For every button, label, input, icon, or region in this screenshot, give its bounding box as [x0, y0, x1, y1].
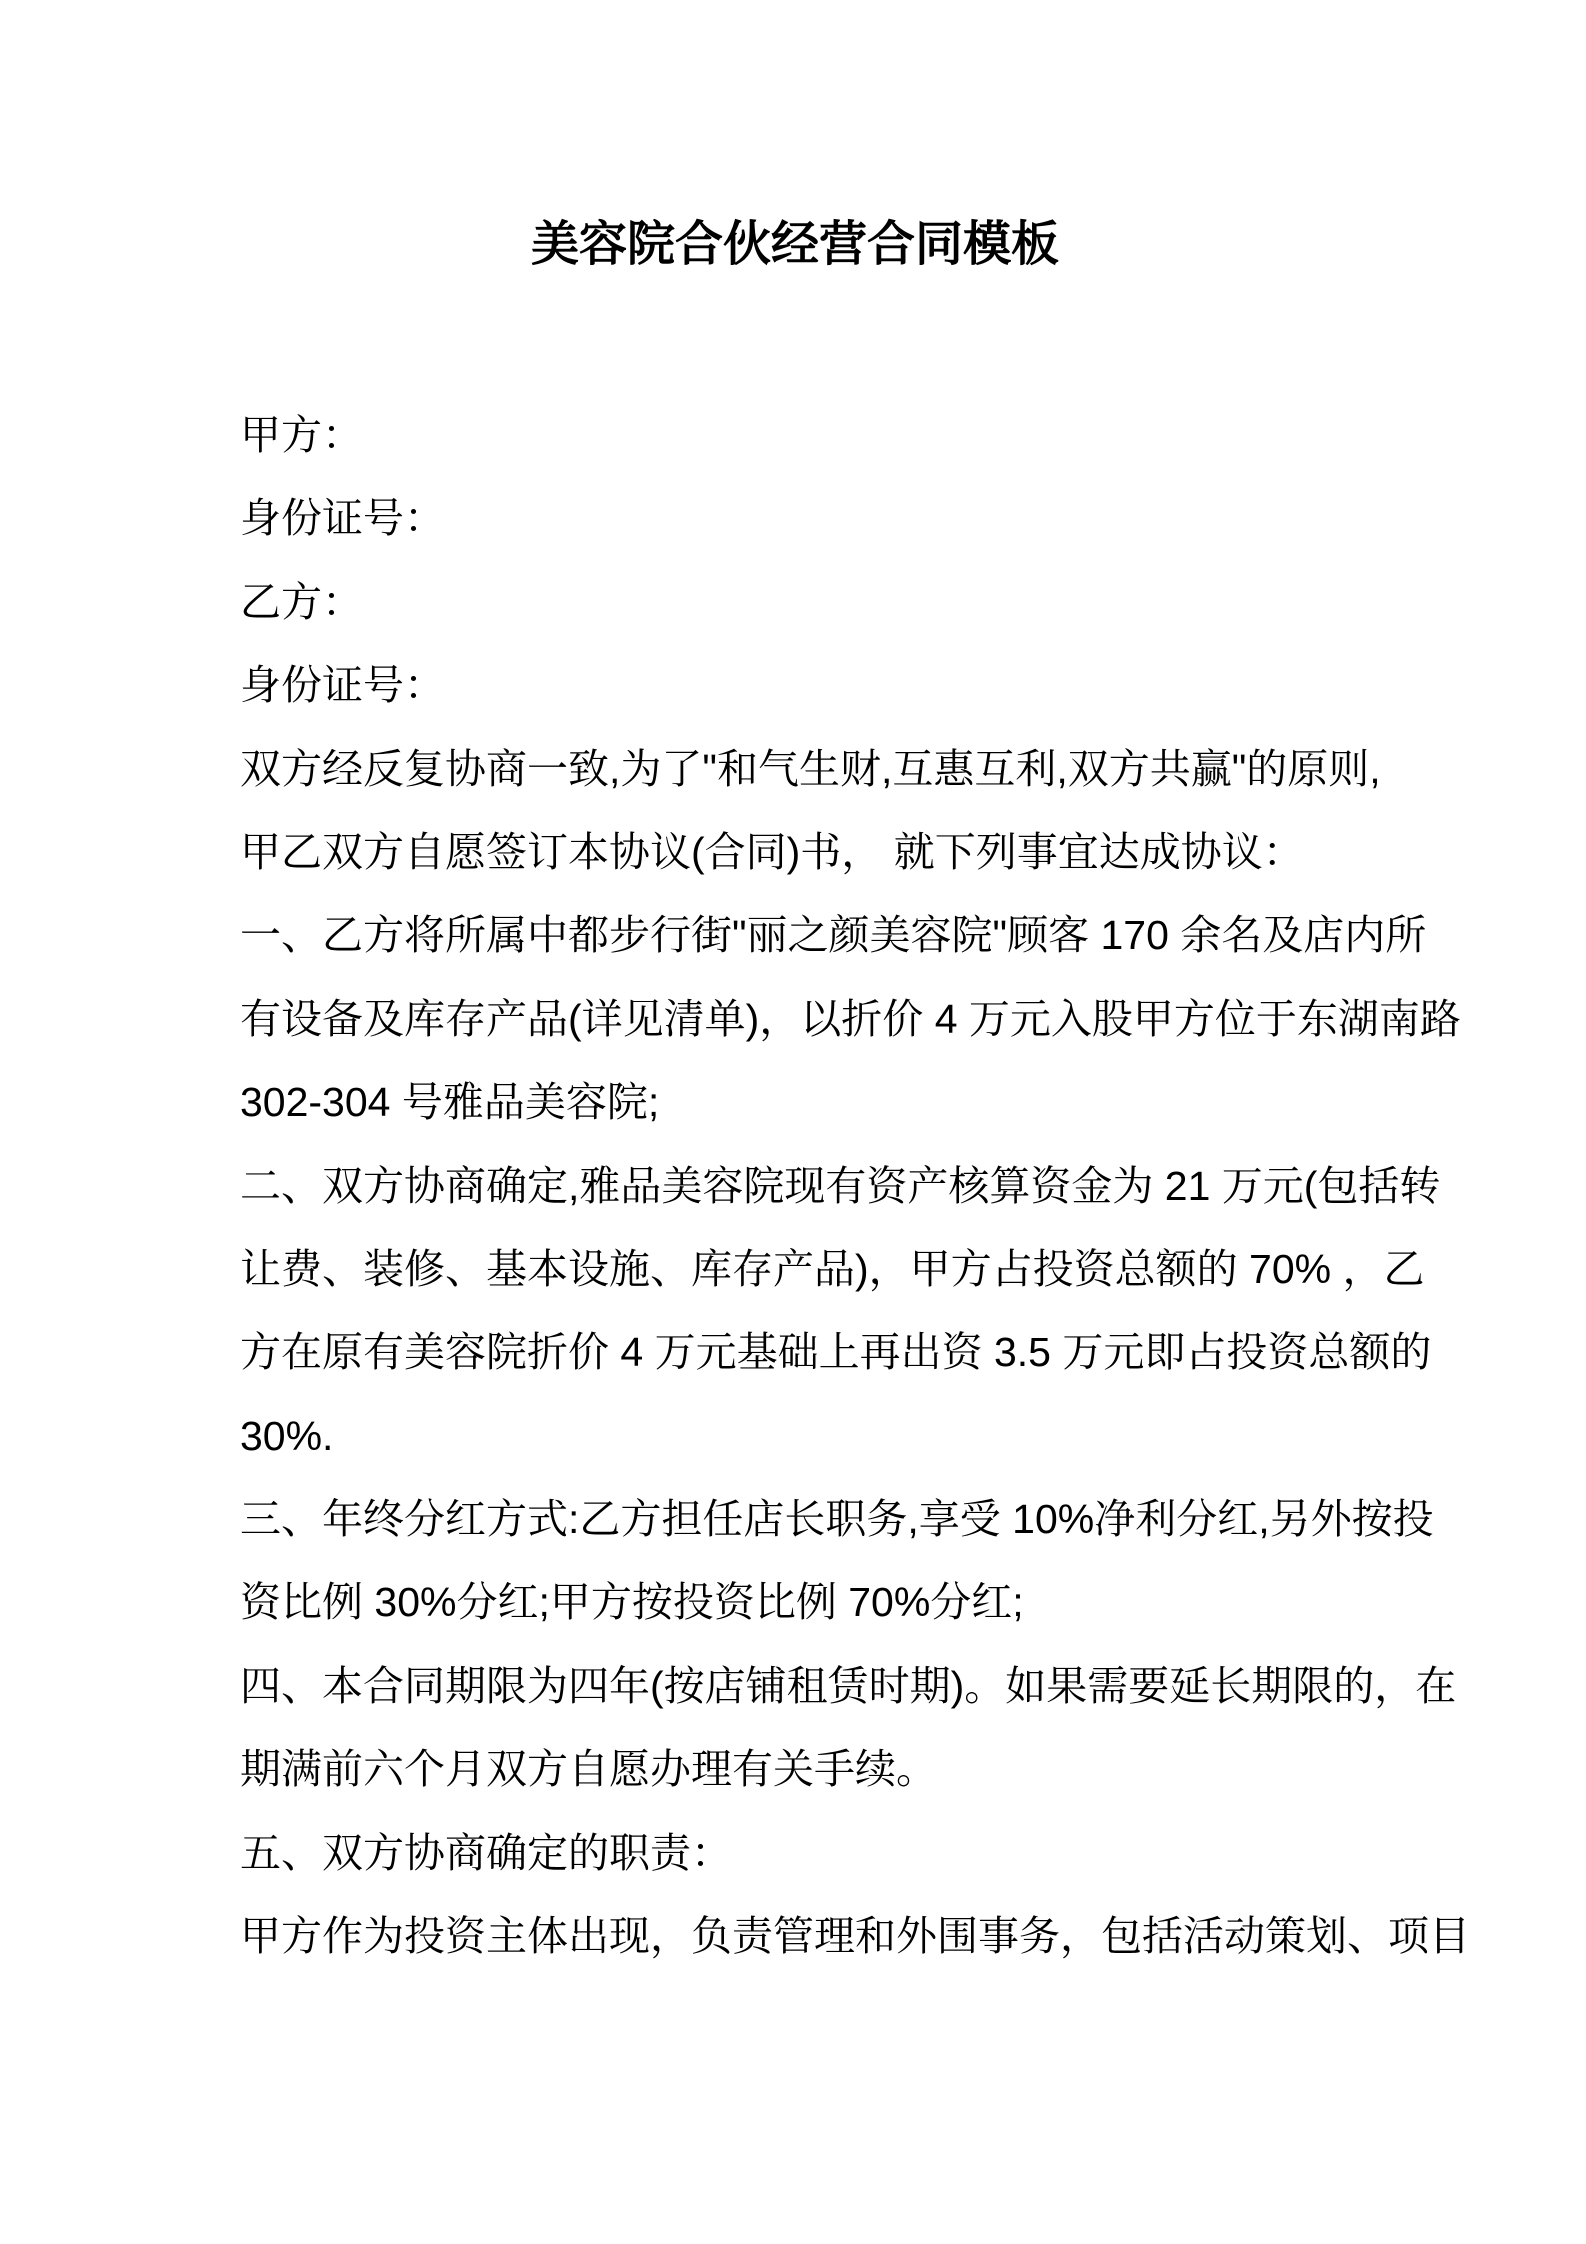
document-body — [240, 394, 1470, 1978]
text-line-preamble-1: 双方经反复协商一致,为了"和气生财,互惠互利,双方共赢"的原则, — [240, 745, 1381, 792]
text-line-clause-4b: 期满前六个月双方自愿办理有关手续。 — [240, 1746, 937, 1793]
text-line-clause-1b: 有设备及库存产品(详见清单)，以折价 4 万元入股甲方位于东湖南路 — [240, 995, 1461, 1042]
document-title: 美容院合伙经营合同模板 — [530, 218, 1059, 271]
text-line-party-b-id: 身份证号： — [240, 662, 445, 709]
text-line-clause-2a: 二、双方协商确定,雅品美容院现有资产核算资金为 21 万元(包括转 — [240, 1162, 1441, 1209]
text-line-clause-4a: 四、本合同期限为四年(按店铺租赁时期)。如果需要延长期限的，在 — [240, 1662, 1457, 1709]
text-line-clause-5a: 甲方作为投资主体出现，负责管理和外围事务，包括活动策划、项目 — [240, 1913, 1470, 1960]
text-line-clause-1c: 302-304 号雅品美容院; — [240, 1079, 660, 1126]
text-line-clause-2c: 方在原有美容院折价 4 万元基础上再出资 3.5 万元即占投资总额的 — [240, 1329, 1432, 1376]
text-line-party-b: 乙方： — [240, 578, 363, 625]
text-line-clause-2b: 让费、装修、基本设施、库存产品)，甲方占投资总额的 70% ，乙 — [240, 1245, 1425, 1292]
text-line-clause-1a: 一、乙方将所属中都步行街"丽之颜美容院"顾客 170 余名及店内所 — [240, 912, 1427, 959]
text-line-preamble-2: 甲乙双方自愿签订本协议(合同)书， 就下列事宜达成协议： — [240, 828, 1304, 875]
text-line-clause-3b: 资比例 30%分红;甲方按投资比例 70%分红; — [240, 1579, 1024, 1626]
text-line-party-a-id: 身份证号： — [240, 495, 445, 542]
text-line-clause-3a: 三、年终分红方式:乙方担任店长职务,享受 10%净利分红,另外按投 — [240, 1496, 1434, 1543]
text-line-clause-2d: 30%. — [240, 1412, 334, 1459]
text-line-clause-5: 五、双方协商确定的职责： — [240, 1829, 732, 1876]
text-line-party-a: 甲方： — [240, 412, 363, 458]
